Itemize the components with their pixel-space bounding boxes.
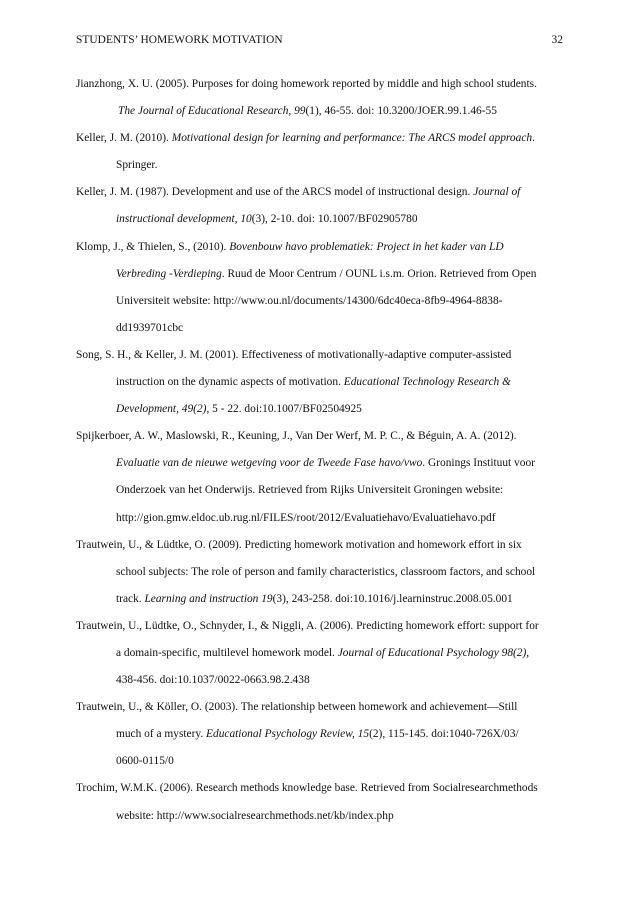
reference-entry-trautwein-2009 xyxy=(76,537,566,618)
journal-title: Journal of xyxy=(473,186,521,199)
reference-entry-klomp xyxy=(76,239,566,347)
reference-line xyxy=(76,455,566,482)
reference-line xyxy=(76,130,566,157)
reference-text: (3), 2-10. doi: 10.1007/BF02905780 xyxy=(251,213,418,226)
reference-line xyxy=(76,618,566,645)
reference-text: Trautwein, U., & Lüdtke, O. (2009). Predicting homework motivation and homework effort in six xyxy=(76,538,522,551)
reference-text: Jianzhong, X. U. (2005). Purposes for doing homework reported by middle and high school students. xyxy=(76,78,537,90)
reference-text: Klomp, J., & Thielen, S., (2010). xyxy=(76,240,230,253)
reference-line xyxy=(76,510,566,537)
reference-line xyxy=(76,482,566,509)
reference-text: (3), 243-258. doi:10.1016/j.learninstruc.2008.05.001 xyxy=(272,592,513,605)
reference-entry-jianzhong xyxy=(76,76,566,130)
reference-text: 0600-0115/0 xyxy=(116,755,174,768)
reference-line xyxy=(76,672,566,699)
reference-text: Trautwein, U., & Köller, O. (2003). The relationship between homework and achievement—Still xyxy=(76,701,518,714)
reference-line xyxy=(76,320,566,347)
reference-entry-spijkerboer xyxy=(76,428,566,536)
reference-text: Keller, J. M. (2010). xyxy=(76,132,172,145)
journal-title: Development, 49(2) xyxy=(116,403,207,416)
reference-line xyxy=(76,726,566,753)
running-header xyxy=(76,34,563,50)
reference-text: instruction on the dynamic aspects of motivation. xyxy=(116,376,344,389)
reference-text: . Gronings Instituut voor xyxy=(422,457,535,470)
reference-line xyxy=(76,211,566,238)
reference-text: Trautwein, U., Lüdtke, O., Schnyder, I., & Niggli, A. (2006). Predicting homework effort: support for xyxy=(76,619,539,632)
running-title: STUDENTS’ HOMEWORK MOTIVATION xyxy=(76,34,283,46)
reference-list xyxy=(76,76,566,835)
reference-text: track. xyxy=(116,592,145,605)
reference-entry-trautwein-2003 xyxy=(76,699,566,780)
report-title: Bovenbouw havo problematiek: Project in het kader van LD xyxy=(229,240,504,253)
book-title: Motivational design for learning and performance: The ARCS model approach xyxy=(171,132,533,145)
reference-line xyxy=(76,103,566,130)
reference-line xyxy=(76,266,566,293)
reference-text: Song, S. H., & Keller, J. M. (2001). Effectiveness of motivationally-adaptive computer-assisted xyxy=(76,348,512,361)
reference-line xyxy=(76,293,566,320)
reference-entry-trautwein-2006 xyxy=(76,618,566,699)
report-title: Evaluatie van de nieuwe wetgeving voor de Tweede Fase havo/vwo xyxy=(116,457,423,470)
reference-line xyxy=(76,699,566,726)
reference-entry-song xyxy=(76,347,566,428)
reference-line xyxy=(76,401,566,428)
reference-text: Trochim, W.M.K. (2006). Research methods knowledge base. Retrieved from Socialresearchmethods xyxy=(76,782,538,795)
reference-line xyxy=(76,537,566,564)
reference-line xyxy=(76,347,566,374)
journal-title: The Journal of Educational Research, 99 xyxy=(118,105,306,118)
reference-line xyxy=(76,564,566,591)
reference-text: 438-456. doi:10.1037/0022-0663.98.2.438 xyxy=(116,674,310,687)
journal-title: Educational Technology Research & xyxy=(343,376,511,389)
reference-url: website: http://www.socialresearchmethods.net/kb/index.php xyxy=(116,809,394,822)
reference-text: (1), 46-55. doi: 10.3200/JOER.99.1.46-55 xyxy=(305,105,497,118)
reference-text: , 5 - 22. doi:10.1007/BF02504925 xyxy=(206,403,362,416)
reference-url: dd1939701cbc xyxy=(116,321,184,334)
reference-text: Spijkerboer, A. W., Maslowski, R., Keuning, J., Van Der Werf, M. P. C., & Béguin, A. A. (2012). xyxy=(76,430,517,443)
reference-url: Universiteit website: http://www.ou.nl/documents/14300/6dc40eca-8fb9-4964-8838- xyxy=(116,294,503,307)
reference-text: . Ruud de Moor Centrum / OUNL i.s.m. Orion. Retrieved from Open xyxy=(221,267,537,280)
reference-line xyxy=(76,157,566,184)
journal-title: Journal of Educational Psychology 98(2), xyxy=(337,646,530,659)
reference-text: (2), 115-145. doi:1040-726X/03/ xyxy=(369,728,519,741)
reference-line xyxy=(76,76,566,103)
reference-text: . xyxy=(532,132,535,145)
reference-line xyxy=(76,808,566,835)
reference-text: Springer. xyxy=(116,159,158,172)
reference-line xyxy=(76,780,566,807)
reference-url: http://gion.gmw.eldoc.ub.rug.nl/FILES/root/2012/Evaluatiehavo/Evaluatiehavo.pdf xyxy=(116,511,496,524)
reference-text: Onderzoek van het Onderwijs. Retrieved from Rijks Universiteit Groningen website: xyxy=(116,484,504,497)
reference-line xyxy=(76,184,566,211)
report-title: Verbreding -Verdieping xyxy=(116,267,222,280)
reference-line xyxy=(76,645,566,672)
reference-text: school subjects: The role of person and family characteristics, classroom factors, and school xyxy=(116,565,536,578)
reference-line xyxy=(76,753,566,780)
reference-line xyxy=(76,239,566,266)
reference-text: Keller, J. M. (1987). Development and use of the ARCS model of instructional design. xyxy=(76,186,474,199)
journal-title: Learning and instruction 19 xyxy=(144,592,273,605)
reference-text: much of a mystery. xyxy=(116,728,207,741)
reference-text: a domain-specific, multilevel homework model. xyxy=(116,646,338,659)
reference-entry-trochim xyxy=(76,780,566,834)
page-number: 32 xyxy=(551,34,563,46)
reference-line xyxy=(76,428,566,455)
reference-line xyxy=(76,374,566,401)
reference-line xyxy=(76,591,566,618)
journal-title: instructional development, 10 xyxy=(116,213,252,226)
journal-title: Educational Psychology Review, 15 xyxy=(206,728,370,741)
reference-entry-keller-1987 xyxy=(76,184,566,238)
reference-entry-keller-2010 xyxy=(76,130,566,184)
